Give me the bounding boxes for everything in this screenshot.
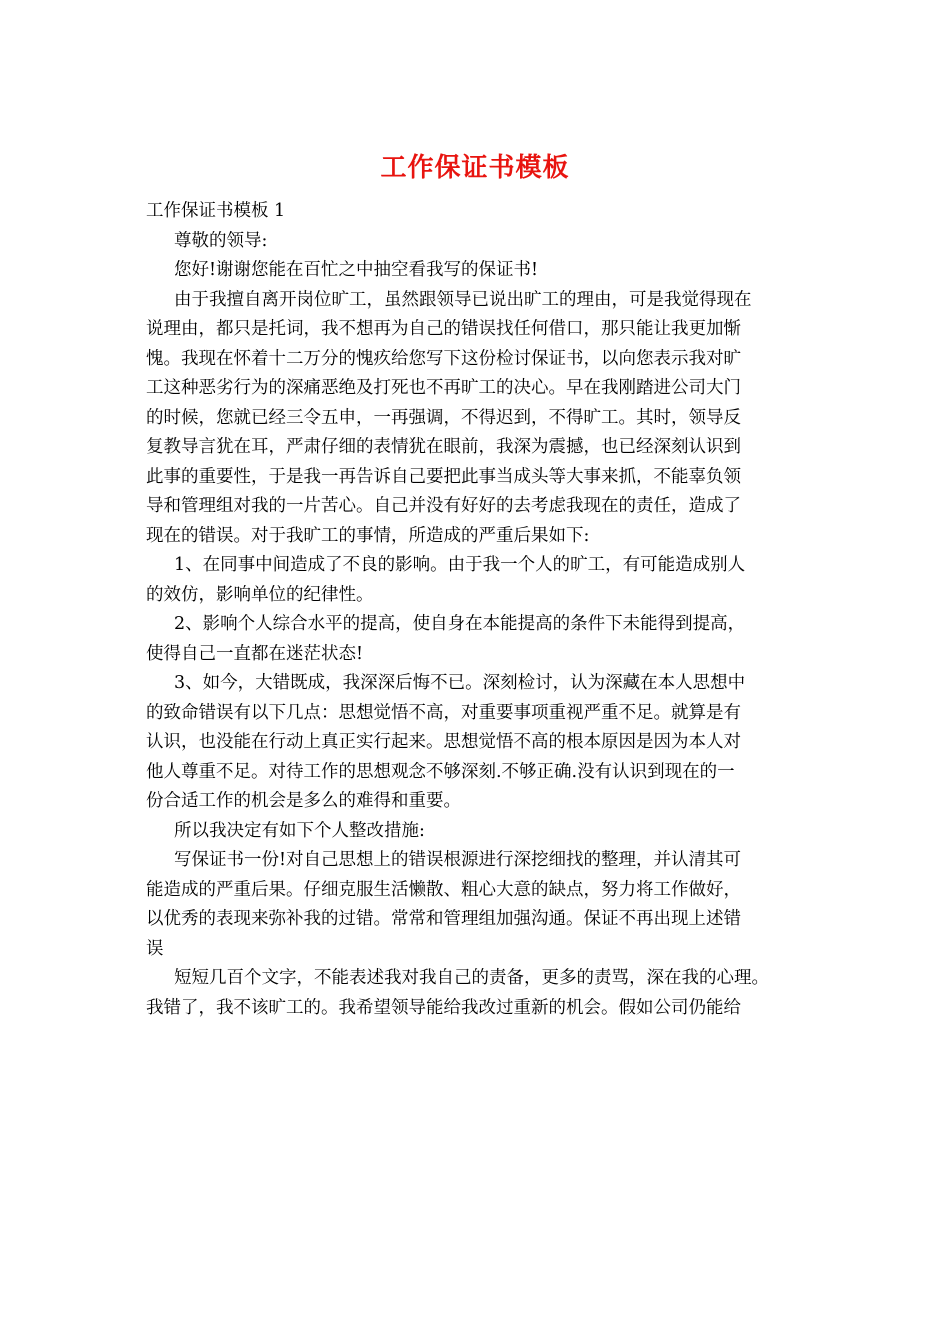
text-line: 复教导言犹在耳，严肃仔细的表情犹在眼前，我深为震撼，也已经深刻认识到 xyxy=(146,437,741,457)
text-line: 2、影响个人综合水平的提高，使自身在本能提高的条件下未能得到提高， xyxy=(174,614,746,634)
text-line: 使得自己一直都在迷茫状态! xyxy=(146,643,364,664)
text-line: 愧。我现在怀着十二万分的愧疚给您写下这份检讨保证书，以向您表示我对旷 xyxy=(146,348,741,369)
text-line: 以优秀的表现来弥补我的过错。常常和管理组加强沟通。保证不再出现上述错 xyxy=(146,909,741,929)
text-line: 认识，也没能在行动上真正实行起来。思想觉悟不高的根本原因是因为本人对 xyxy=(146,732,741,752)
text-line: 您好!谢谢您能在百忙之中抽空看我写的保证书! xyxy=(174,260,539,280)
text-line: 3、如今，大错既成，我深深后悔不已。深刻检讨，认为深藏在本人思想中 xyxy=(174,673,746,693)
text-line: 的致命错误有以下几点：思想觉悟不高，对重要事项重视严重不足。就算是有 xyxy=(146,702,741,723)
document-subtitle: 工作保证书模板 1 xyxy=(146,201,286,221)
text-line: 所以我决定有如下个人整改措施: xyxy=(174,820,425,841)
text-line: 工这种恶劣行为的深痛恶绝及打死也不再旷工的决心。早在我刚踏进公司大门 xyxy=(146,378,741,398)
text-line: 尊敬的领导: xyxy=(174,230,268,251)
text-line: 短短几百个文字，不能表述我对我自己的责备，更多的责骂，深在我的心理。 xyxy=(174,968,769,988)
document-title: 工作保证书模板 xyxy=(380,153,570,183)
text-line: 1、在同事中间造成了不良的影响。由于我一个人的旷工，有可能造成别人 xyxy=(174,555,746,575)
text-line: 的时候，您就已经三令五申，一再强调，不得迟到，不得旷工。其时，领导反 xyxy=(146,407,741,428)
text-line: 现在的错误。对于我旷工的事情，所造成的严重后果如下: xyxy=(146,525,590,546)
text-line: 此事的重要性，于是我一再告诉自己要把此事当成头等大事来抓，不能辜负领 xyxy=(146,466,741,487)
text-line: 份合适工作的机会是多么的难得和重要。 xyxy=(146,791,461,811)
text-line: 导和管理组对我的一片苦心。自己并没有好好的去考虑我现在的责任，造成了 xyxy=(146,496,741,516)
text-line: 误 xyxy=(146,938,164,959)
text-line: 说理由，都只是托词，我不想再为自己的错误找任何借口，那只能让我更加惭 xyxy=(146,319,741,339)
text-line: 他人尊重不足。对待工作的思想观念不够深刻.不够正确.没有认识到现在的一 xyxy=(146,761,735,782)
text-line: 的效仿，影响单位的纪律性。 xyxy=(146,584,374,605)
text-line: 写保证书一份!对自己思想上的错误根源进行深挖细找的整理，并认清其可 xyxy=(174,850,742,870)
document-body xyxy=(146,197,818,1023)
text-line: 由于我擅自离开岗位旷工，虽然跟领导已说出旷工的理由，可是我觉得现在 xyxy=(174,289,752,310)
text-line: 能造成的严重后果。仔细克服生活懒散、粗心大意的缺点，努力将工作做好， xyxy=(146,879,741,900)
text-line: 我错了，我不该旷工的。我希望领导能给我改过重新的机会。假如公司仍能给 xyxy=(146,997,741,1018)
